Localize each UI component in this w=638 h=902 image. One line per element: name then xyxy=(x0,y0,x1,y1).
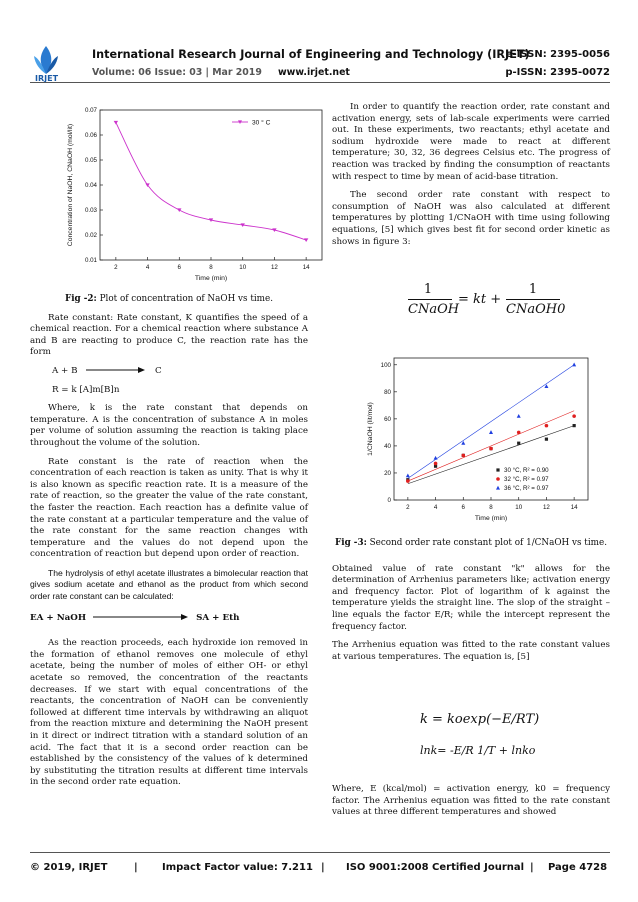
footer-iso: ISO 9001:2008 Certified Journal xyxy=(346,862,525,873)
reaction-2-lhs: EA + NaOH xyxy=(30,612,87,623)
legend-marker xyxy=(496,468,499,471)
x-tick-label: 4 xyxy=(145,264,150,271)
data-point xyxy=(406,479,410,483)
x-tick-label: 14 xyxy=(302,264,310,271)
legend-label: 30 °C, R² = 0.90 xyxy=(504,467,549,475)
data-point xyxy=(572,414,576,418)
x-tick-label: 8 xyxy=(209,264,213,271)
eq1-mid: = kt + xyxy=(458,292,502,307)
y-tick-label: 0 xyxy=(387,497,391,504)
y-tick-label: 0.02 xyxy=(84,232,97,239)
footer-impact: Impact Factor value: 7.211 xyxy=(162,862,313,873)
y-axis-label: 1/CNaOH (lit/mol) xyxy=(367,402,374,456)
data-point xyxy=(304,238,308,242)
fig3-caption-label: Fig -3: xyxy=(335,538,367,548)
page-header xyxy=(0,0,638,82)
x-axis-label: Time (min) xyxy=(194,275,228,282)
paragraph: Where, k is the rate constant that depends on temperature. A is the concentration of substance A in moles per volume of solution assuming the reaction is taking place throughout the volume of the solution. xyxy=(30,403,308,448)
legend-marker xyxy=(496,477,500,481)
x-tick-label: 2 xyxy=(114,264,118,271)
logo-text: IRJET xyxy=(35,74,59,83)
equation-ln-arrhenius: lnk= -E/R 1/T + lnko xyxy=(420,744,536,757)
x-tick-label: 12 xyxy=(270,264,278,271)
x-tick-label: 10 xyxy=(239,264,247,271)
x-tick-label: 12 xyxy=(542,504,550,511)
y-tick-label: 100 xyxy=(380,361,391,369)
data-point xyxy=(489,447,493,451)
footer-sep: | xyxy=(530,862,534,873)
fig3-second-order-chart xyxy=(362,352,594,530)
legend-label: 32 °C, R² = 0.97 xyxy=(504,476,549,484)
paragraph: Rate constant is the rate of reaction when the concentration of each reaction is taken as unity. That is why it is also known as specific reaction rate. It is a measure of the rate of reaction, so the greater the value of the rate constant, the faster the reaction. Each reaction has a definite value of the rate constant at a particular temperature and the value of the rate constant for the same reaction changes with temperature and the values do not depend upon the concentration of reaction but depend upon order of reaction. xyxy=(30,456,308,560)
y-axis-label: Concentration of NaOH, CNaOH (mol/lit) xyxy=(67,123,74,247)
plot-frame xyxy=(100,110,322,260)
y-tick-label: 40 xyxy=(384,442,391,450)
reaction-2 xyxy=(30,613,308,625)
paragraph: As the reaction proceeds, each hydroxide ion removed in the formation of ethanol removes one molecule of ethyl acetate, being the number of moles of either OH- or ethyl acetate so removed, the concentration of the reactants decreases. If we start with equal concentrations of the reactants, the concentration of NaOH can be conveniently followed at different time intervals by withdrawing an aliquot from the reaction mixture and determining the NaOH present in it direct or indirect titration with a standard solution of an acid. The fact that it is a second order reaction can be established by the consistency of the values of k determined by substituting the titration results at different time intervals in the second order rate equation. xyxy=(30,638,308,788)
data-point xyxy=(517,431,521,435)
paragraph: The Arrhenius equation was fitted to the rate constant values at various temperatures. The equation is, [5] xyxy=(332,640,610,662)
eq1-rhs-den: CNaOH0 xyxy=(506,302,566,317)
x-tick-label: 2 xyxy=(406,504,410,511)
data-point xyxy=(114,121,118,125)
fig2-caption-text: Plot of concentration of NaOH vs time. xyxy=(99,294,274,304)
y-tick-label: 0.05 xyxy=(84,157,97,164)
left-column xyxy=(30,294,308,796)
x-tick-label: 6 xyxy=(461,504,466,511)
fig3-caption-text: Second order rate constant plot of 1/CNaOH vs time. xyxy=(369,538,607,548)
right-column-top xyxy=(332,102,610,255)
data-point xyxy=(489,430,493,434)
x-tick-label: 8 xyxy=(489,504,493,511)
x-tick-label: 4 xyxy=(433,504,438,511)
paragraph: Rate constant: Rate constant, K quantifies the speed of a chemical reaction. For a chemical reaction where substance A and B are reacting to produce C, the reaction rate has the form xyxy=(30,312,308,358)
data-point xyxy=(461,454,465,458)
data-point xyxy=(573,424,576,427)
data-point xyxy=(434,462,438,466)
legend-marker xyxy=(496,486,500,490)
fig2-caption xyxy=(30,294,308,306)
reaction-2-rhs: SA + Eth xyxy=(196,612,240,623)
reaction-1 xyxy=(30,366,308,378)
data-point xyxy=(572,363,576,367)
paragraph: Obtained value of rate constant "k" allows for the determination of Arrhenius parameters like; activation energy and frequency factor. Plot of logarithm of k against the temperature yields the straight line. The slop of the straight –line equals the factor E/R; while the intercept represent the frequency factor. xyxy=(332,563,610,632)
legend-label: 36 °C, R² = 0.97 xyxy=(504,485,549,493)
x-tick-label: 10 xyxy=(515,504,523,511)
y-tick-label: 0.07 xyxy=(84,107,97,114)
y-tick-label: 60 xyxy=(384,415,391,423)
x-axis-label: Time (min) xyxy=(474,515,508,522)
e-issn: e-ISSN: 2395-0056 xyxy=(505,49,610,60)
paragraph: In order to quantify the reaction order, rate constant and activation energy, sets of lab-scale experiments were carried out. In these experiments, two reactants; ethyl acetate and sodium hydroxide were made to react at different temperature; 30, 32, 36 degrees Celsius etc. The progress of reaction was tracked by finding the consumption of reactants with respect to time by mean of acid-base titration. xyxy=(332,102,610,182)
footer-rule xyxy=(30,852,610,853)
footer-page: Page 4728 xyxy=(548,862,608,873)
footer-sep: | xyxy=(134,862,138,873)
arrow-right-icon xyxy=(86,366,146,374)
paragraph: The second order rate constant with respect to consumption of NaOH was also calculated at different temperatures by plotting 1/CNaOH with time using following equations, [5] which gives best fit for second order kinetic as shows in figure 3: xyxy=(332,190,610,247)
arrow-right-icon xyxy=(93,613,189,621)
fig2-concentration-chart xyxy=(60,100,328,292)
volume-info: Volume: 06 Issue: 03 | Mar 2019 xyxy=(92,67,262,78)
y-tick-label: 0.06 xyxy=(84,132,97,139)
p-issn: p-ISSN: 2395-0072 xyxy=(505,67,610,78)
fig3-caption xyxy=(332,538,610,550)
equation-arrhenius: k = koexp(−E/RT) xyxy=(420,712,540,727)
rate-law: R = k [A]m[B]n xyxy=(52,384,120,395)
data-point xyxy=(434,456,438,460)
header-rule xyxy=(30,82,610,83)
y-tick-label: 20 xyxy=(384,469,391,477)
x-tick-label: 6 xyxy=(177,264,182,271)
website-link[interactable]: www.irjet.net xyxy=(278,67,350,78)
reaction-1-rhs: C xyxy=(155,365,162,376)
y-tick-label: 0.01 xyxy=(84,257,97,264)
y-tick-label: 80 xyxy=(384,388,391,396)
eq1-lhs-den: CNaOH xyxy=(408,302,460,317)
data-point xyxy=(517,442,520,445)
eq1-lhs-num: 1 xyxy=(423,282,433,297)
legend-label: 30 ° C xyxy=(252,119,271,127)
eq1-rhs-num: 1 xyxy=(528,282,538,297)
footer-sep: | xyxy=(321,862,325,873)
paragraph: The hydrolysis of ethyl acetate illustrates a bimolecular reaction that gives sodium acetate and ethanol as the product from which second order rate constant can be calculated: xyxy=(30,567,308,602)
y-tick-label: 0.03 xyxy=(84,207,97,214)
right-column-end xyxy=(332,784,610,826)
y-tick-label: 0.04 xyxy=(84,182,97,189)
fit-line xyxy=(408,426,574,484)
reaction-1-lhs: A + B xyxy=(52,365,78,376)
data-point xyxy=(406,473,410,477)
paragraph: Where, E (kcal/mol) = activation energy, k0 = frequency factor. The Arrhenius equation was fitted to the rate constant values at three different temperatures and showed xyxy=(332,784,610,818)
journal-title: International Research Journal of Engineering and Technology (IRJET) xyxy=(92,48,530,61)
fig2-caption-label: Fig -2: xyxy=(64,294,97,304)
x-tick-label: 14 xyxy=(570,504,578,511)
series-line xyxy=(116,123,306,241)
right-column-bottom xyxy=(332,538,610,670)
data-point xyxy=(545,438,548,441)
equation-second-order xyxy=(408,282,566,322)
data-point xyxy=(177,208,181,212)
data-point xyxy=(545,424,549,428)
footer-copyright: © 2019, IRJET xyxy=(30,862,108,873)
data-point xyxy=(517,414,521,418)
irjet-logo-icon xyxy=(30,44,62,76)
